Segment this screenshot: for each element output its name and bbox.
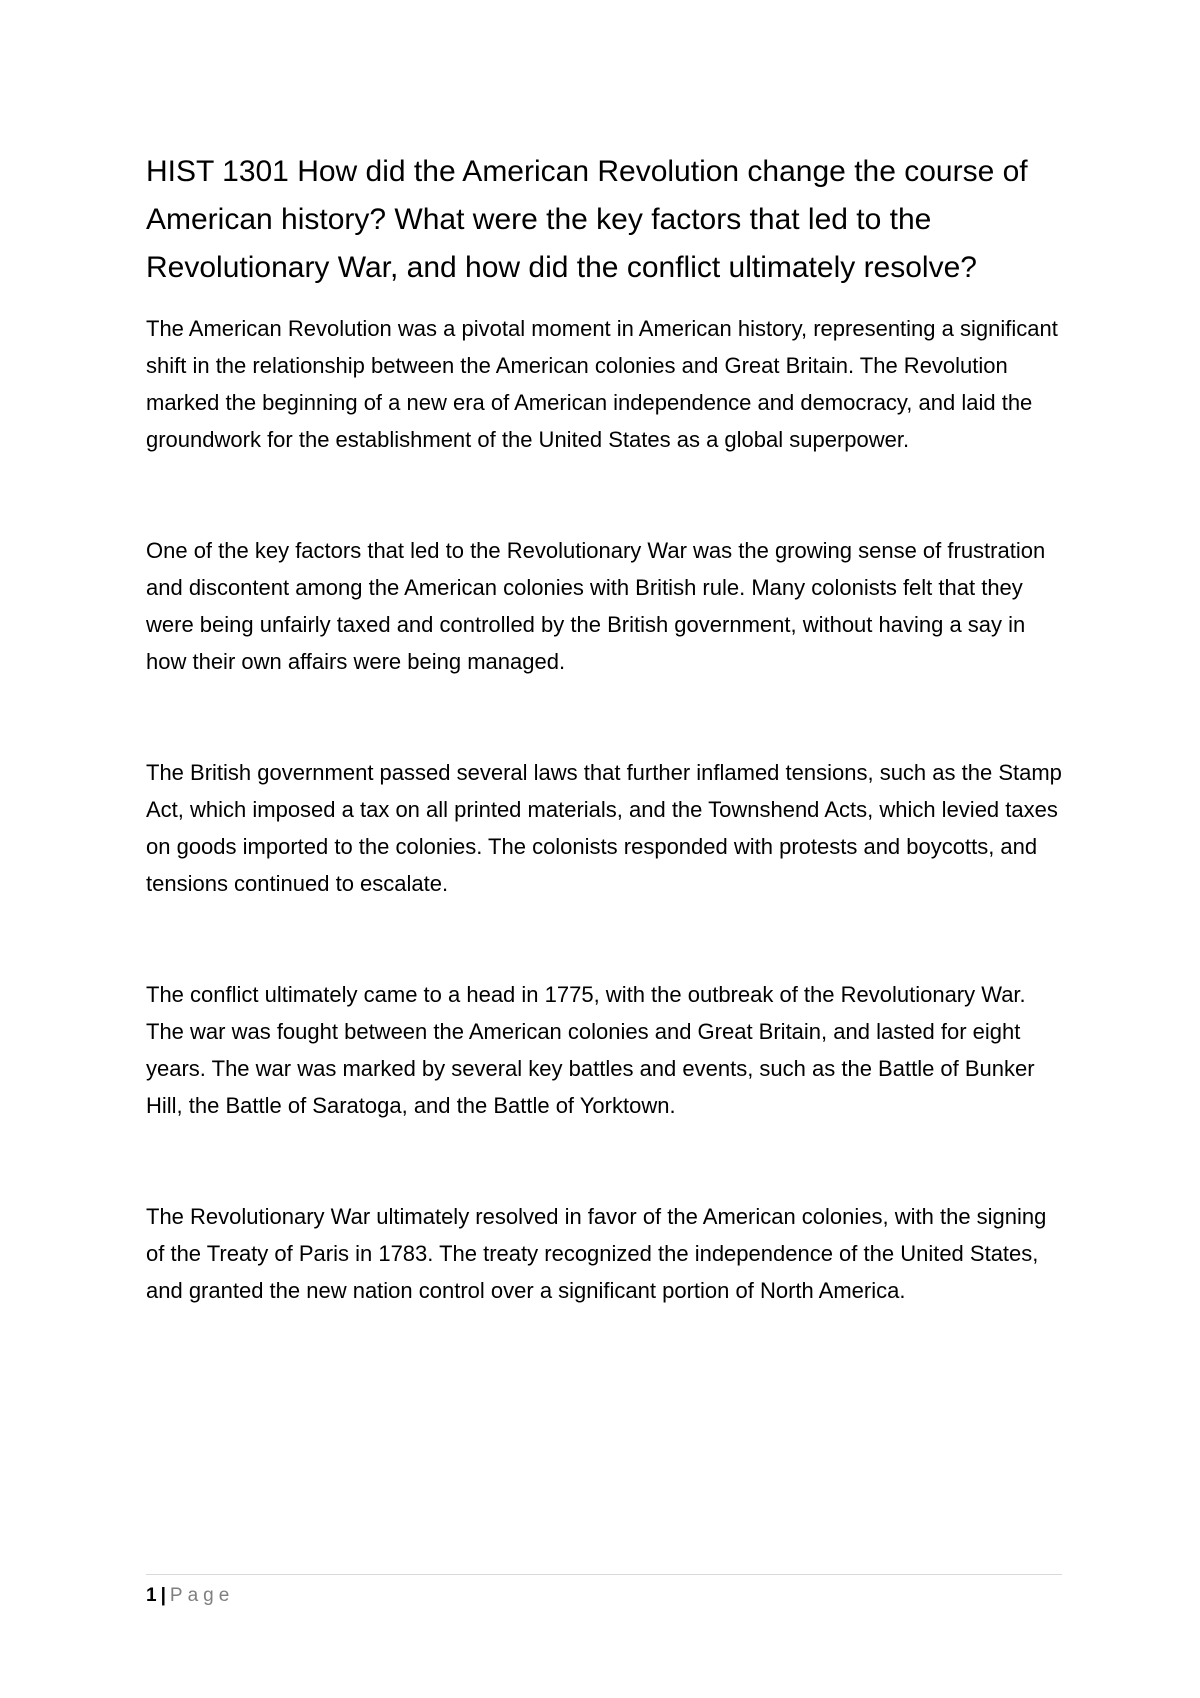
paragraph-intro: The American Revolution was a pivotal moment in American history, representing a significant shift in the relationship between the American colonies and Great Britain. The Revolution marked the beginning of a new era of American independence and democracy, and laid the groundwork for the establishment of the United States as a global superpower. (146, 316, 1058, 452)
paragraph-british-laws: The British government passed several laws that further inflamed tensions, such as the Stamp Act, which imposed a tax on all printed materials, and the Townshend Acts, which levied taxes on goods imported to the colonies. The colonists responded with protests and boycotts, and tensions continued to escalate. (146, 760, 1062, 896)
paragraph-resolution: The Revolutionary War ultimately resolved in favor of the American colonies, with the signing of the Treaty of Paris in 1783. The treaty recognized the independence of the United States, and granted the new nation control over a significant portion of North America. (146, 1204, 1047, 1303)
page-number: 1 (146, 1585, 157, 1606)
paragraph-war-outbreak: The conflict ultimately came to a head in 1775, with the outbreak of the Revolutionary War. The war was fought between the American colonies and Great Britain, and lasted for eight years. The war was marked by several key battles and events, such as the Battle of Bunker Hill, the Battle of Saratoga, and the Battle of Yorktown. (146, 982, 1035, 1118)
page-separator: | (160, 1585, 166, 1606)
page-label: Page (169, 1585, 235, 1606)
document-title: HIST 1301 How did the American Revolution change the course of American history? What were the key factors that led to the Revolutionary War, and how did the conflict ultimately resolve? (146, 155, 1028, 284)
paragraph-key-factors: One of the key factors that led to the Revolutionary War was the growing sense of frustration and discontent among the American colonies with British rule. Many colonists felt that they were being unfairly taxed and controlled by the British government, without having a say in how their own affairs were being managed. (146, 538, 1046, 674)
page-footer (146, 1574, 1062, 1609)
document-body (146, 148, 1066, 1309)
